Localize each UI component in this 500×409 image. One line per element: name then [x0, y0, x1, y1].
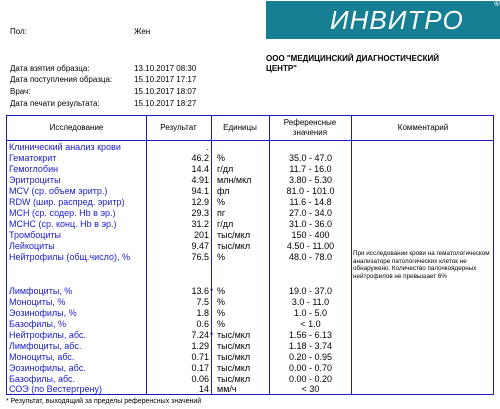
test-reference: 35.0 - 47.0: [288, 153, 333, 163]
table-row: [7, 341, 493, 352]
table-row: [7, 208, 493, 219]
footnote: * Результат, выходящий за пределы референсных значений: [6, 398, 202, 405]
test-unit: тыс/мкл: [217, 241, 251, 251]
receipt-date-label: Дата поступления образца:: [10, 75, 113, 84]
test-name: Лимфоциты, %: [9, 286, 73, 296]
test-unit: тыс/мкл: [217, 363, 251, 373]
test-reference: 150 - 400: [291, 230, 330, 240]
test-reference: 0.00 - 0.70: [288, 363, 333, 373]
table-row: [7, 197, 493, 208]
test-unit: мм/ч: [217, 384, 237, 394]
test-name: Гематокрит: [9, 153, 57, 163]
section-row: [7, 142, 493, 153]
col-header-units: Единицы: [223, 123, 257, 132]
test-result: 0.71: [191, 352, 209, 362]
table-row: [7, 319, 493, 330]
test-unit: %: [217, 319, 226, 329]
test-reference: 3.0 - 11.0: [291, 297, 330, 307]
test-reference: 0.20 - 0.95: [288, 352, 333, 362]
table-row: [7, 219, 493, 230]
test-result: 0.17: [191, 363, 209, 373]
test-name: Лимфоциты, абс.: [9, 341, 82, 351]
test-unit: тыс/мкл: [217, 352, 251, 362]
col-header-test: Исследование: [49, 123, 104, 132]
test-result: 1.8: [196, 308, 209, 318]
test-result: 76.5: [191, 252, 209, 262]
test-unit: %: [217, 153, 226, 163]
test-result: 9.47: [191, 241, 209, 251]
sample-date-label: Дата взятия образца:: [10, 64, 90, 73]
test-name: MCHC (ср. конц. Hb в эр.): [9, 219, 117, 229]
table-row: [7, 164, 493, 175]
test-result: 0.6: [196, 319, 209, 329]
test-result: 29.3: [191, 208, 209, 218]
organization-name: ООО "МЕДИЦИНСКИЙ ДИАГНОСТИЧЕСКИЙ ЦЕНТР": [266, 54, 439, 73]
test-unit: %: [217, 252, 226, 262]
test-unit: фл: [217, 186, 230, 196]
test-unit: г/дл: [217, 219, 234, 229]
test-name: СОЭ (по Вестергрену): [9, 384, 102, 394]
header-divider: [7, 140, 493, 141]
test-name: Нейтрофилы, абс.: [9, 330, 86, 340]
test-result: 1.29: [191, 341, 209, 351]
table-row: [7, 352, 493, 363]
table-row: [7, 384, 493, 395]
print-date-value: 15.10.2017 18:27: [134, 99, 197, 108]
test-name: Эозинофилы, %: [9, 308, 77, 318]
test-unit: млн/мкл: [217, 175, 252, 185]
test-result: 7.5: [196, 297, 209, 307]
test-name: Гемоглобин: [9, 164, 59, 174]
test-unit: г/дл: [217, 164, 234, 174]
print-date-label: Дата печати результата:: [10, 99, 100, 108]
test-reference: 1.0 - 5.0: [293, 308, 328, 318]
test-reference: 1.56 - 6.13: [288, 330, 333, 340]
test-reference: < 30: [301, 384, 320, 394]
test-reference: 0.00 - 0.20: [288, 374, 333, 384]
test-name: MCH (ср. содер. Hb в эр.): [9, 208, 116, 218]
test-name: Эозинофилы, абс.: [9, 363, 86, 373]
test-name: Моноциты, абс.: [9, 352, 75, 362]
results-table: [6, 115, 494, 395]
test-result: 14.4: [191, 164, 209, 174]
out-of-range-flag: *: [210, 331, 214, 340]
test-unit: тыс/мкл: [217, 374, 251, 384]
test-unit: тыс/мкл: [217, 330, 251, 340]
test-reference: 31.0 - 36.0: [288, 219, 333, 229]
test-unit: %: [217, 308, 226, 318]
table-row: [7, 286, 493, 297]
table-row: [7, 308, 493, 319]
test-name: Лейкоциты: [9, 241, 55, 251]
test-reference: 11.6 - 14.8: [289, 197, 332, 207]
table-row: [7, 153, 493, 164]
table-row: [7, 186, 493, 197]
test-reference: 19.0 - 37.0: [288, 286, 333, 296]
test-reference: 4.50 - 11.00: [286, 241, 335, 251]
comment-text: При исследовании крови на гематологическом анализаторе патологических клеток не обнаружено. Количество палочкоядерных нейтрофилов не превышает 6%: [353, 250, 490, 280]
test-name: MCV (ср. объем эритр.): [9, 186, 108, 196]
sex-label: Пол:: [10, 27, 27, 36]
test-result: 94.1: [191, 186, 209, 196]
col-header-reference: Референсные значения: [283, 118, 337, 137]
test-reference: 11.7 - 16.0: [289, 164, 332, 174]
registered-mark: ®: [494, 0, 500, 8]
out-of-range-flag: *: [210, 287, 214, 296]
test-unit: %: [217, 297, 226, 307]
test-name: RDW (шир. распред. эритр): [9, 197, 125, 207]
table-row: [7, 330, 493, 341]
table-row: [7, 230, 493, 241]
section-title: Клинический анализ крови: [9, 142, 121, 152]
test-result: 0.06: [191, 374, 209, 384]
test-reference: 3.80 - 5.30: [288, 175, 333, 185]
test-result: 7.24: [191, 330, 209, 340]
test-reference: 1.18 - 3.74: [288, 341, 333, 351]
test-result: 4.91: [191, 175, 209, 185]
test-unit: %: [217, 286, 226, 296]
test-reference: 27.0 - 34.0: [288, 208, 333, 218]
doctor-value: 15.10.2017 18:07: [134, 87, 197, 96]
table-row: [7, 363, 493, 374]
test-result: 31.2: [191, 219, 209, 229]
test-unit: тыс/мкл: [217, 230, 251, 240]
sex-value: Жен: [134, 27, 151, 36]
doctor-label: Врач:: [10, 87, 31, 96]
test-result: 46.2: [191, 153, 209, 163]
test-result: 13.6: [191, 286, 209, 296]
test-result: 14: [198, 384, 209, 394]
test-name: Эритроциты: [9, 175, 61, 185]
test-reference: < 1.0: [300, 319, 321, 329]
section-marker: .: [206, 142, 209, 152]
test-result: 201: [193, 230, 209, 240]
test-name: Базофилы, %: [9, 319, 66, 329]
col-header-comment: Комментарий: [397, 123, 449, 132]
invitro-logo: [266, 1, 500, 39]
col-header-result: Результат: [160, 123, 197, 132]
test-unit: пг: [217, 208, 226, 218]
test-name: Тромбоциты: [9, 230, 62, 240]
table-row: [7, 175, 493, 186]
test-name: Базофилы, абс.: [9, 374, 76, 384]
test-name: Нейтрофилы (общ.число), %: [9, 252, 130, 262]
test-name: Моноциты, %: [9, 297, 66, 307]
test-result: 12.9: [191, 197, 209, 207]
table-row: [7, 297, 493, 308]
logo-text: ИНВИТРО: [330, 5, 464, 35]
test-unit: тыс/мкл: [217, 341, 251, 351]
test-unit: %: [217, 197, 226, 207]
sample-date-value: 13.10.2017 08:30: [134, 64, 197, 73]
test-reference: 48.0 - 78.0: [288, 252, 333, 262]
test-reference: 81.0 - 101.0: [286, 186, 335, 196]
receipt-date-value: 15.10.2017 17:17: [134, 75, 197, 84]
